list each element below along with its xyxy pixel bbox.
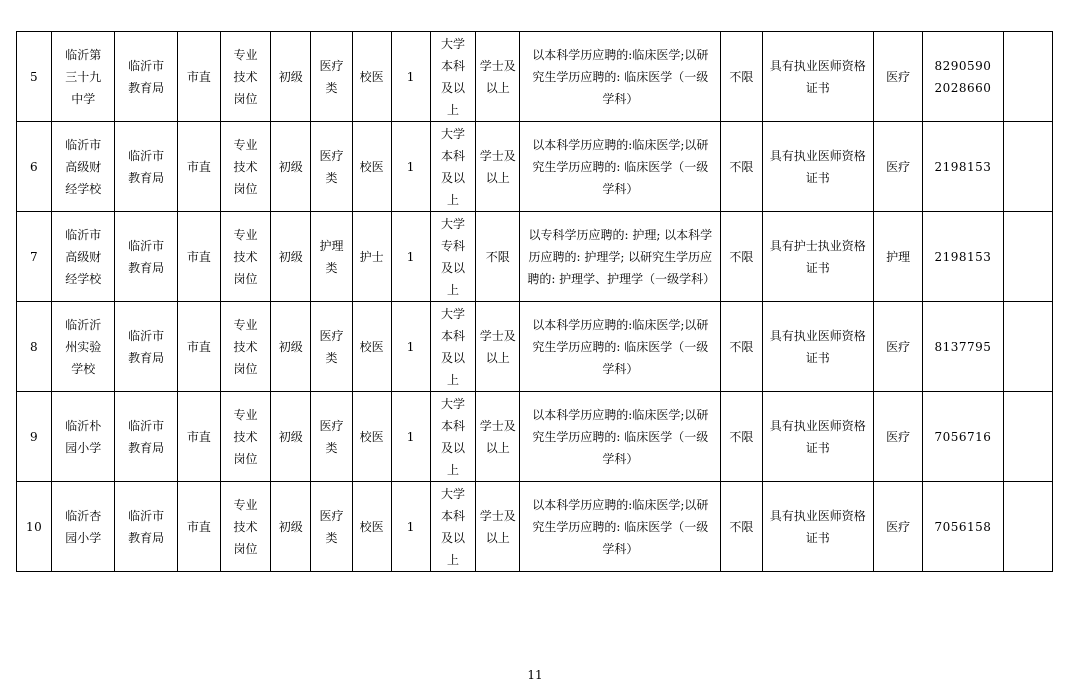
phone-number: 8137795	[934, 339, 992, 354]
cell-post-name-text: 校医	[359, 159, 384, 174]
phone-number: 2198153	[934, 159, 992, 174]
recruitment-table	[16, 31, 1053, 572]
cell-certificate-text: 具有护士执业资格证书	[769, 238, 866, 275]
cell-post-grade-text: 初级	[278, 519, 303, 534]
cell-no	[17, 122, 52, 212]
cell-unit-text: 临沂第三十九中学	[65, 47, 102, 106]
phone-number: 7056158	[934, 519, 992, 534]
cell-certificate	[762, 302, 874, 392]
cell-other	[721, 482, 762, 572]
cell-certificate-text: 具有执业医师资格证书	[769, 418, 866, 455]
cell-no	[17, 32, 52, 122]
cell-level	[177, 482, 220, 572]
cell-level-text: 市直	[186, 339, 211, 354]
table-row	[17, 32, 1053, 122]
cell-certificate-text: 具有执业医师资格证书	[769, 508, 866, 545]
cell-post-grade	[271, 32, 311, 122]
cell-education-text: 大学本科及以上	[441, 396, 466, 477]
cell-other	[721, 32, 762, 122]
cell-major-text: 以本科学历应聘的:临床医学;以研究生学历应聘的: 临床医学（一级学科）	[532, 497, 709, 556]
cell-unit-text: 临沂市高级财经学校	[65, 137, 102, 196]
cell-level	[177, 392, 220, 482]
cell-education	[430, 122, 475, 212]
cell-post-category-text: 专业技术岗位	[233, 407, 258, 466]
cell-exam-type	[874, 302, 923, 392]
table-row	[17, 302, 1053, 392]
cell-certificate	[762, 482, 874, 572]
cell-unit	[52, 482, 115, 572]
cell-count-text: 1	[406, 159, 415, 174]
cell-other	[721, 302, 762, 392]
cell-level-text: 市直	[186, 159, 211, 174]
page-number: 11	[527, 668, 543, 682]
cell-post-grade-text: 初级	[278, 339, 303, 354]
table-row	[17, 212, 1053, 302]
cell-authority	[115, 212, 177, 302]
phone-number: 7056716	[934, 429, 992, 444]
cell-unit	[52, 32, 115, 122]
cell-post-grade	[271, 122, 311, 212]
cell-other-text: 不限	[729, 249, 754, 264]
cell-exam-type	[874, 212, 923, 302]
cell-education	[430, 212, 475, 302]
cell-level	[177, 212, 220, 302]
cell-exam-type-text: 护理	[886, 249, 911, 264]
cell-count-text: 1	[406, 249, 415, 264]
cell-authority	[115, 392, 177, 482]
phone-number: 2028660	[934, 80, 992, 95]
cell-post-category	[220, 32, 270, 122]
cell-post-name-text: 校医	[359, 69, 384, 84]
cell-post-name	[352, 32, 391, 122]
cell-degree	[476, 392, 520, 482]
cell-unit-text: 临沂朴园小学	[65, 418, 102, 455]
cell-major-text: 以本科学历应聘的:临床医学;以研究生学历应聘的: 临床医学（一级学科）	[532, 317, 709, 376]
cell-degree-text: 不限	[485, 249, 510, 264]
cell-post-grade	[271, 212, 311, 302]
cell-count	[391, 122, 430, 212]
cell-degree	[476, 32, 520, 122]
cell-count	[391, 212, 430, 302]
cell-major	[520, 302, 721, 392]
cell-post-name	[352, 302, 391, 392]
cell-level-text: 市直	[186, 249, 211, 264]
cell-post-name	[352, 122, 391, 212]
cell-no-text: 7	[30, 249, 39, 264]
cell-authority	[115, 302, 177, 392]
cell-post-name-text: 校医	[359, 429, 384, 444]
cell-major	[520, 212, 721, 302]
cell-post-category	[220, 212, 270, 302]
cell-unit	[52, 122, 115, 212]
cell-no	[17, 302, 52, 392]
cell-count	[391, 32, 430, 122]
cell-authority-text: 临沂市教育局	[128, 508, 165, 545]
cell-degree-text: 学士及以上	[479, 58, 516, 95]
cell-certificate-text: 具有执业医师资格证书	[769, 148, 866, 185]
cell-post-category	[220, 482, 270, 572]
cell-count-text: 1	[406, 519, 415, 534]
cell-post-category	[220, 122, 270, 212]
cell-level-text: 市直	[186, 69, 211, 84]
cell-exam-type-text: 医疗	[886, 429, 911, 444]
cell-count	[391, 392, 430, 482]
cell-education	[430, 32, 475, 122]
cell-exam-type-text: 医疗	[886, 159, 911, 174]
cell-count	[391, 482, 430, 572]
cell-unit	[52, 392, 115, 482]
cell-count-text: 1	[406, 429, 415, 444]
cell-education	[430, 302, 475, 392]
cell-no-text: 8	[30, 339, 39, 354]
cell-certificate	[762, 32, 874, 122]
cell-post-type	[311, 482, 352, 572]
cell-level	[177, 32, 220, 122]
cell-unit-text: 临沂杏园小学	[65, 508, 102, 545]
cell-degree	[476, 122, 520, 212]
cell-degree	[476, 212, 520, 302]
cell-major-text: 以本科学历应聘的:临床医学;以研究生学历应聘的: 临床医学（一级学科）	[532, 47, 709, 106]
cell-count	[391, 302, 430, 392]
cell-exam-type	[874, 32, 923, 122]
cell-post-grade	[271, 482, 311, 572]
cell-other-text: 不限	[729, 429, 754, 444]
cell-no-text: 6	[30, 159, 39, 174]
cell-no-text: 10	[25, 519, 43, 534]
cell-major-text: 以专科学历应聘的: 护理; 以本科学历应聘的: 护理学; 以研究生学历应聘的: 护理学、护理学（一级学科）	[527, 227, 716, 286]
cell-post-category-text: 专业技术岗位	[233, 47, 258, 106]
cell-phone	[923, 212, 1003, 302]
cell-count-text: 1	[406, 339, 415, 354]
cell-other-text: 不限	[729, 69, 754, 84]
cell-post-category-text: 专业技术岗位	[233, 227, 258, 286]
cell-education-text: 大学本科及以上	[441, 36, 466, 117]
cell-count-text: 1	[406, 69, 415, 84]
cell-authority-text: 临沂市教育局	[128, 328, 165, 365]
cell-major-text: 以本科学历应聘的:临床医学;以研究生学历应聘的: 临床医学（一级学科）	[532, 137, 709, 196]
cell-other-text: 不限	[729, 159, 754, 174]
cell-education-text: 大学专科及以上	[441, 216, 466, 297]
cell-education	[430, 482, 475, 572]
cell-post-type-text: 医疗类	[319, 418, 344, 455]
cell-education-text: 大学本科及以上	[441, 126, 466, 207]
cell-degree	[476, 302, 520, 392]
cell-post-type-text: 医疗类	[319, 328, 344, 365]
cell-remarks	[1003, 212, 1052, 302]
cell-post-name-text: 校医	[359, 519, 384, 534]
cell-remarks	[1003, 122, 1052, 212]
cell-level	[177, 302, 220, 392]
cell-other	[721, 122, 762, 212]
cell-post-type	[311, 392, 352, 482]
cell-post-name	[352, 212, 391, 302]
cell-phone	[923, 482, 1003, 572]
cell-phone	[923, 302, 1003, 392]
cell-level-text: 市直	[186, 519, 211, 534]
cell-post-type	[311, 212, 352, 302]
cell-other	[721, 392, 762, 482]
cell-degree-text: 学士及以上	[479, 328, 516, 365]
cell-post-category-text: 专业技术岗位	[233, 497, 258, 556]
cell-post-name	[352, 482, 391, 572]
cell-post-name	[352, 392, 391, 482]
cell-education-text: 大学本科及以上	[441, 306, 466, 387]
cell-exam-type-text: 医疗	[886, 339, 911, 354]
cell-post-category-text: 专业技术岗位	[233, 317, 258, 376]
cell-remarks	[1003, 482, 1052, 572]
cell-education-text: 大学本科及以上	[441, 486, 466, 567]
cell-post-grade	[271, 302, 311, 392]
table-row	[17, 482, 1053, 572]
cell-education	[430, 392, 475, 482]
cell-other-text: 不限	[729, 339, 754, 354]
cell-unit-text: 临沂沂州实验学校	[65, 317, 102, 376]
cell-certificate	[762, 122, 874, 212]
cell-major	[520, 482, 721, 572]
cell-certificate	[762, 212, 874, 302]
cell-exam-type-text: 医疗	[886, 69, 911, 84]
cell-phone	[923, 122, 1003, 212]
cell-post-grade	[271, 392, 311, 482]
cell-phone	[923, 32, 1003, 122]
cell-other	[721, 212, 762, 302]
phone-number: 8290590	[934, 58, 992, 73]
cell-authority-text: 临沂市教育局	[128, 238, 165, 275]
cell-authority-text: 临沂市教育局	[128, 58, 165, 95]
cell-phone	[923, 392, 1003, 482]
table-row	[17, 392, 1053, 482]
cell-level	[177, 122, 220, 212]
cell-post-type-text: 医疗类	[319, 148, 344, 185]
cell-authority-text: 临沂市教育局	[128, 418, 165, 455]
cell-authority	[115, 32, 177, 122]
cell-major	[520, 392, 721, 482]
cell-no	[17, 482, 52, 572]
cell-post-type-text: 医疗类	[319, 508, 344, 545]
cell-no-text: 5	[30, 69, 39, 84]
cell-remarks	[1003, 302, 1052, 392]
cell-post-category	[220, 392, 270, 482]
cell-level-text: 市直	[186, 429, 211, 444]
cell-exam-type-text: 医疗	[886, 519, 911, 534]
cell-degree-text: 学士及以上	[479, 508, 516, 545]
cell-remarks	[1003, 32, 1052, 122]
table-body	[17, 32, 1053, 572]
cell-unit	[52, 302, 115, 392]
cell-authority	[115, 482, 177, 572]
cell-major	[520, 122, 721, 212]
cell-degree-text: 学士及以上	[479, 418, 516, 455]
cell-authority	[115, 122, 177, 212]
cell-exam-type	[874, 482, 923, 572]
cell-post-type	[311, 122, 352, 212]
cell-no	[17, 392, 52, 482]
phone-number: 2198153	[934, 249, 992, 264]
table-row	[17, 122, 1053, 212]
cell-post-type-text: 护理类	[319, 238, 344, 275]
cell-certificate-text: 具有执业医师资格证书	[769, 328, 866, 365]
cell-post-name-text: 护士	[359, 249, 384, 264]
cell-post-grade-text: 初级	[278, 429, 303, 444]
cell-post-category-text: 专业技术岗位	[233, 137, 258, 196]
cell-no	[17, 212, 52, 302]
cell-post-type-text: 医疗类	[319, 58, 344, 95]
cell-remarks	[1003, 392, 1052, 482]
cell-exam-type	[874, 122, 923, 212]
cell-post-category	[220, 302, 270, 392]
cell-certificate-text: 具有执业医师资格证书	[769, 58, 866, 95]
cell-no-text: 9	[30, 429, 39, 444]
cell-post-grade-text: 初级	[278, 159, 303, 174]
cell-major-text: 以本科学历应聘的:临床医学;以研究生学历应聘的: 临床医学（一级学科）	[532, 407, 709, 466]
cell-degree	[476, 482, 520, 572]
cell-unit-text: 临沂市高级财经学校	[65, 227, 102, 286]
cell-post-grade-text: 初级	[278, 249, 303, 264]
cell-certificate	[762, 392, 874, 482]
cell-authority-text: 临沂市教育局	[128, 148, 165, 185]
cell-exam-type	[874, 392, 923, 482]
cell-unit	[52, 212, 115, 302]
cell-post-type	[311, 32, 352, 122]
cell-other-text: 不限	[729, 519, 754, 534]
cell-major	[520, 32, 721, 122]
cell-degree-text: 学士及以上	[479, 148, 516, 185]
cell-post-grade-text: 初级	[278, 69, 303, 84]
cell-post-name-text: 校医	[359, 339, 384, 354]
cell-post-type	[311, 302, 352, 392]
